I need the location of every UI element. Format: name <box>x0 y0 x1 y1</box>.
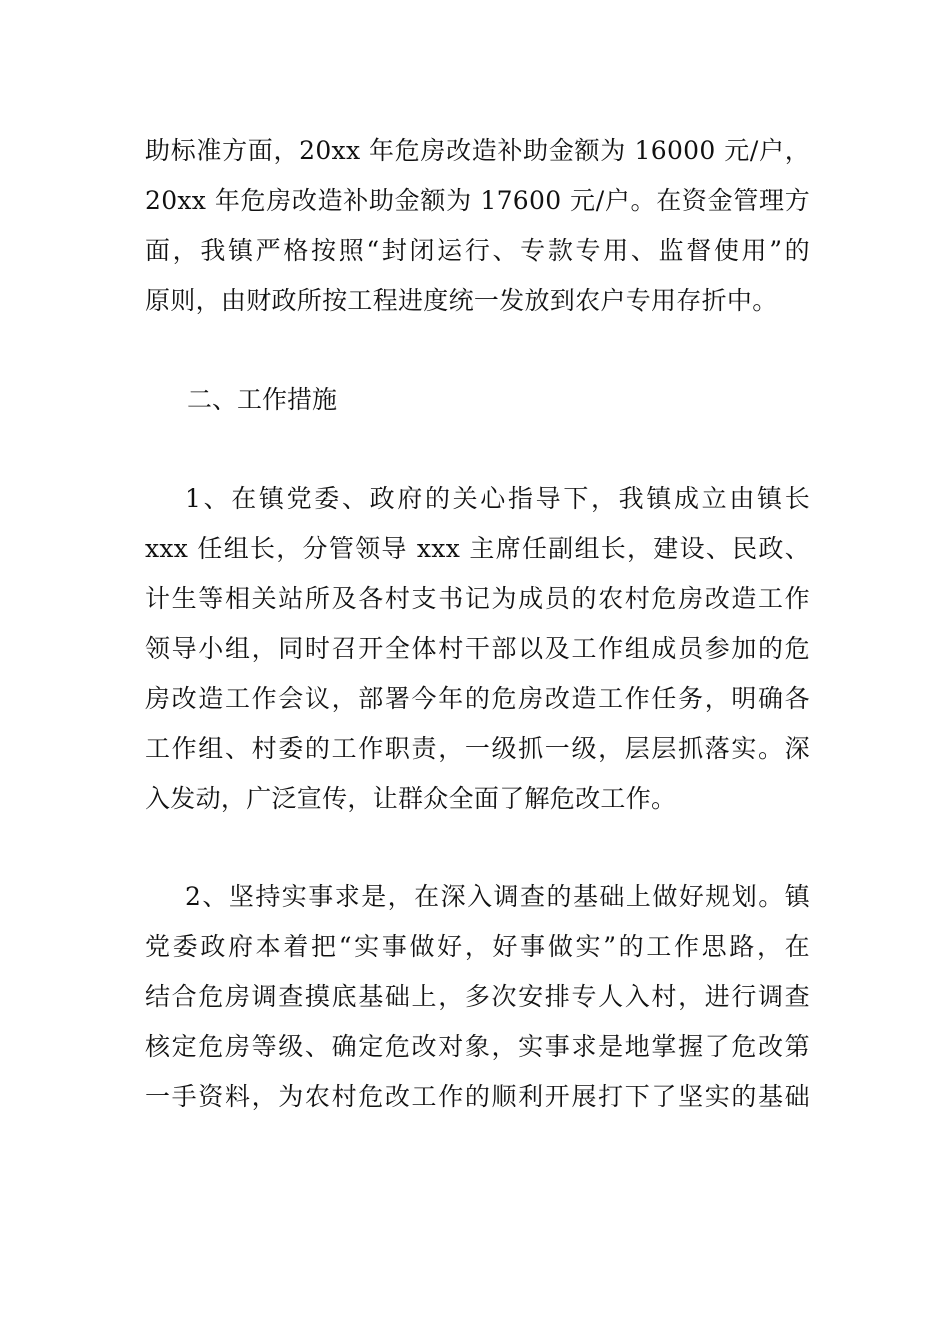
measure-1-line-2: xxx 任组长，分管领导 xxx 主席任副组长，建设、民政、 <box>145 534 810 563</box>
intro-line-1: 助标准方面，20xx 年危房改造补助金额为 16000 元/户， <box>145 136 810 165</box>
intro-line-4: 原则，由财政所按工程进度统一发放到农户专用存折中。 <box>145 286 778 315</box>
measure-1-line-7: 入发动，广泛宣传，让群众全面了解危改工作。 <box>145 784 677 813</box>
measure-2-line-4: 核定危房等级、确定危改对象，实事求是地掌握了危改第 <box>145 1032 810 1061</box>
intro-line-2: 20xx 年危房改造补助金额为 17600 元/户。在资金管理方 <box>145 186 810 215</box>
measure-2-line-5: 一手资料，为农村危改工作的顺利开展打下了坚实的基础 <box>145 1082 810 1111</box>
section-heading: 二、工作措施 <box>187 385 338 414</box>
measure-2-line-1: 2、坚持实事求是，在深入调查的基础上做好规划。镇 <box>185 882 810 911</box>
measure-1-line-1: 1、在镇党委、政府的关心指导下，我镇成立由镇长 <box>185 484 810 513</box>
measure-1-line-6: 工作组、村委的工作职责，一级抓一级，层层抓落实。深 <box>145 734 810 763</box>
measure-1-line-4: 领导小组，同时召开全体村干部以及工作组成员参加的危 <box>145 634 810 663</box>
measure-2-line-2: 党委政府本着把“实事做好，好事做实”的工作思路，在 <box>145 932 810 961</box>
intro-line-3: 面，我镇严格按照“封闭运行、专款专用、监督使用”的 <box>145 236 810 265</box>
measure-1-line-3: 计生等相关站所及各村支书记为成员的农村危房改造工作 <box>145 584 810 613</box>
measure-2-line-3: 结合危房调查摸底基础上，多次安排专人入村，进行调查 <box>145 982 810 1011</box>
measure-1-line-5: 房改造工作会议，部署今年的危房改造工作任务，明确各 <box>145 684 810 713</box>
